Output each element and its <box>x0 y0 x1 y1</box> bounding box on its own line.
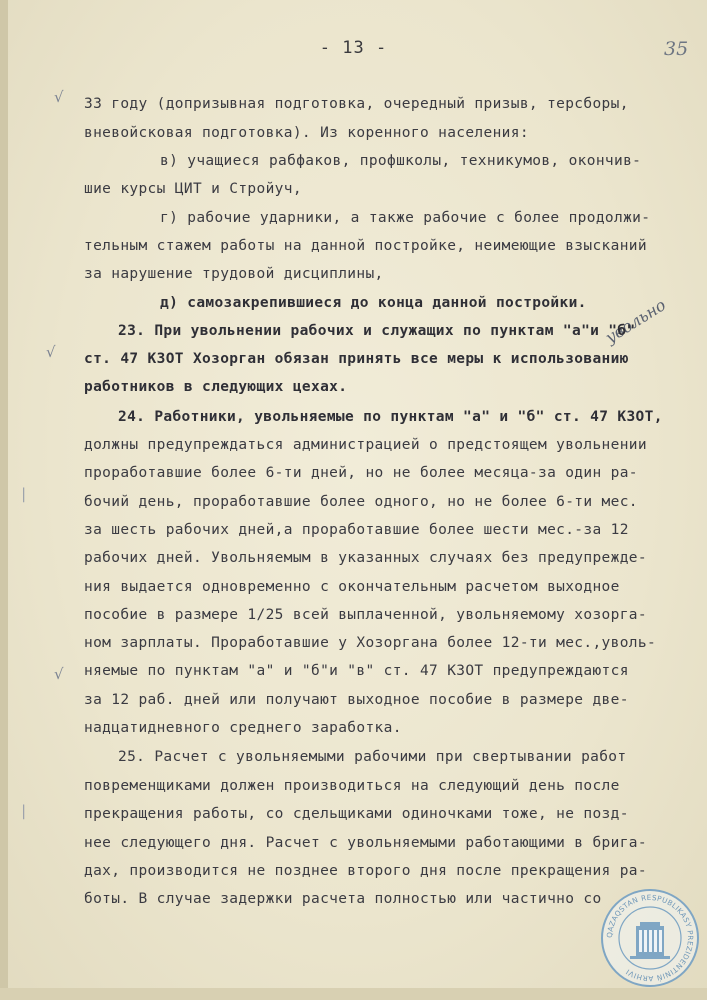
text-line: пособие в размере 1/25 всей выплаченной, увольняемому хозорга- <box>84 607 647 623</box>
text-line: д) самозакрепившиеся до конца данной постройки. <box>160 295 587 311</box>
page-bottom-edge <box>0 988 707 1000</box>
text-line: рабочих дней. Увольняемым в указанных случаях без предупрежде- <box>84 550 647 566</box>
handwritten-margin-note: увольно <box>601 295 670 347</box>
text-line: проработавшие более 6-ти дней, но не более месяца-за один ра- <box>84 465 638 481</box>
text-line: боты. В случае задержки расчета полностью или частично со <box>84 891 602 907</box>
text-line: 33 году (допризывная подготовка, очередный призыв, терсборы, <box>84 96 629 112</box>
text-line: прекращения работы, со сдельщиками одиночками тоже, не позд- <box>84 806 629 822</box>
text-line: нее следующего дня. Расчет с увольняемыми работающими в брига- <box>84 835 647 851</box>
stamp-ring-text: QAZAQSTAN RESPUBLIKASY PREZIDENTINIŃ ARHIVI <box>604 892 696 984</box>
text-line: за нарушение трудовой дисциплины, <box>84 266 384 282</box>
archive-stamp <box>600 888 700 988</box>
text-line: в) учащиеся рабфаков, профшколы, техникумов, окончив- <box>160 153 642 169</box>
text-line: няемые по пунктам "а" и "б"и "в" ст. 47 КЗОТ предупреждаются <box>84 663 629 679</box>
margin-check-mark: √ <box>54 88 64 106</box>
text-line: за 12 раб. дней или получают выходное пособие в размере две- <box>84 692 629 708</box>
text-line: дах, производится не позднее второго дня после прекращения ра- <box>84 863 647 879</box>
text-line: 25. Расчет с увольняемыми рабочими при свертывании работ <box>118 749 627 765</box>
text-line: должны предупреждаться администрацией о предстоящем увольнении <box>84 437 647 453</box>
text-line: повременщиками должен производиться на следующий день после <box>84 778 620 794</box>
text-line: шие курсы ЦИТ и Стройуч, <box>84 181 302 197</box>
binding-hole-mark: ∣ <box>20 802 28 820</box>
text-line: тельным стажем работы на данной постройке, неимеющие взысканий <box>84 238 647 254</box>
margin-check-mark: √ <box>54 665 64 683</box>
text-line: вневойсковая подготовка). Из коренного населения: <box>84 125 529 141</box>
page-number: - 13 - <box>319 38 388 58</box>
text-line: ном зарплаты. Проработавшие у Хозоргана более 12-ти мес.,уволь- <box>84 635 657 651</box>
handwritten-page-number: 35 <box>664 38 689 60</box>
text-line: работников в следующих цехах. <box>84 379 348 395</box>
text-line: надцатидневного среднего заработка. <box>84 720 402 736</box>
text-line: ст. 47 КЗОТ Хозорган обязан принять все меры к использованию <box>84 351 629 367</box>
text-line: 23. При увольнении рабочих и служащих по пунктам "а"и "б" <box>118 323 636 339</box>
margin-check-mark: √ <box>46 343 56 361</box>
text-line: г) рабочие ударники, а также рабочие с более продолжи- <box>160 210 651 226</box>
page-left-edge <box>0 0 8 1000</box>
binding-hole-mark: ∣ <box>20 485 28 503</box>
text-line: 24. Работники, увольняемые по пунктам "а" и "б" ст. 47 КЗОТ, <box>118 409 663 425</box>
text-line: бочий день, проработавшие более одного, но не более 6-ти мес. <box>84 494 638 510</box>
text-line: ния выдается одновременно с окончательным расчетом выходное <box>84 579 620 595</box>
text-line: за шесть рабочих дней,а проработавшие более шести мес.-за 12 <box>84 522 629 538</box>
